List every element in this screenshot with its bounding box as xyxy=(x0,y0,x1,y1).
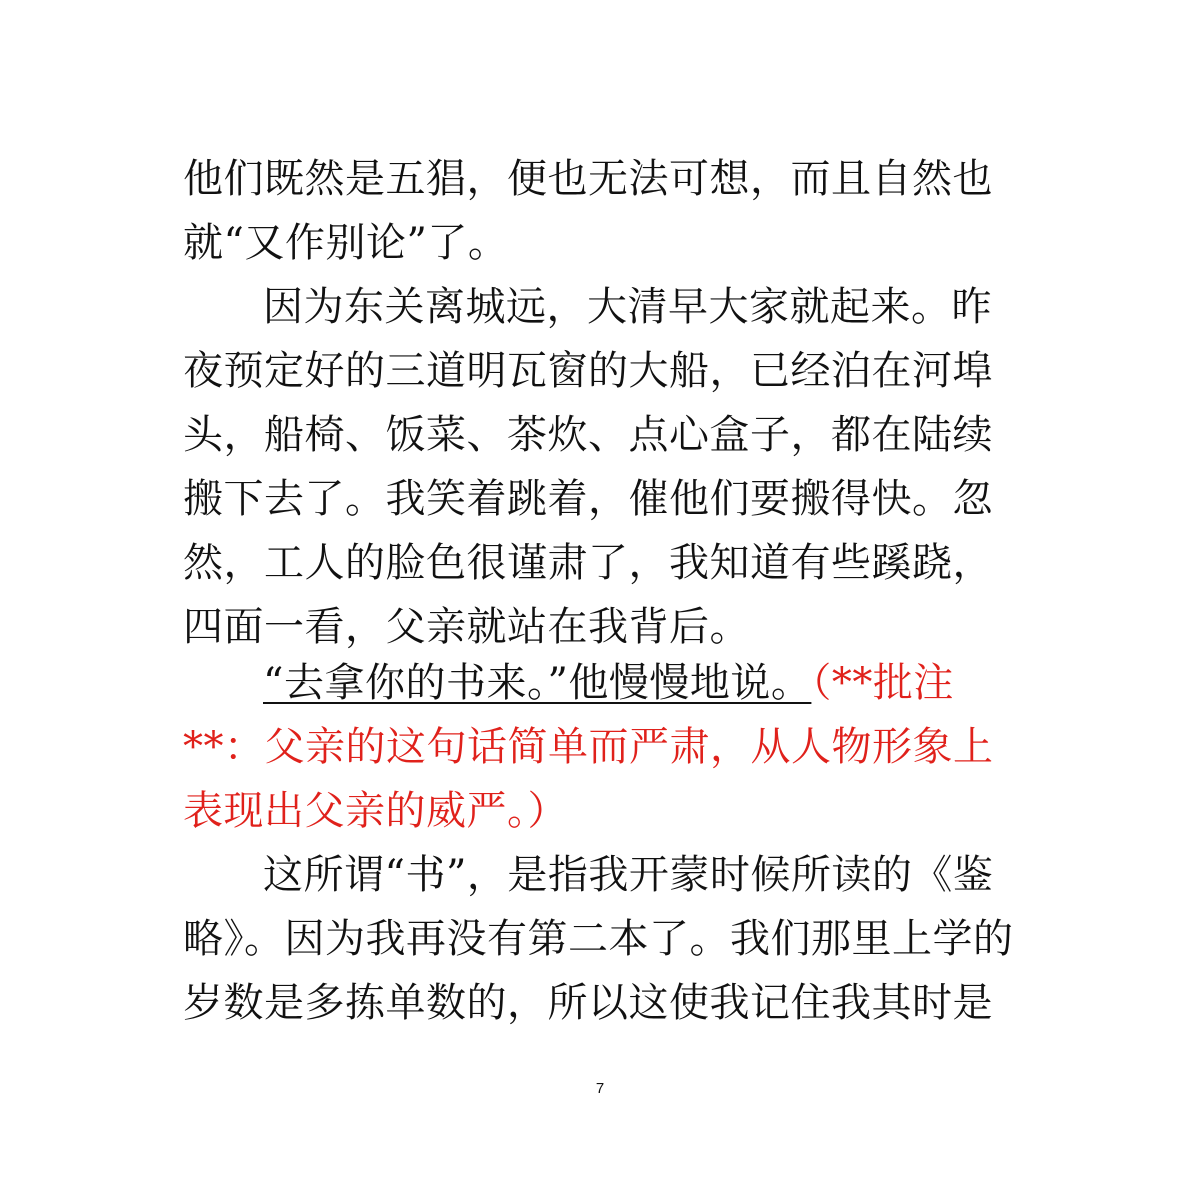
quote-line xyxy=(263,659,954,707)
paragraph-line: 就“又作别论”了。 xyxy=(183,220,509,266)
paragraph-line: 略》。因为我再没有第二本了。我们那里上学的 xyxy=(183,916,1014,962)
paragraph-line: 他们既然是五猖，便也无法可想，而且自然也 xyxy=(183,156,993,202)
paragraph-line: 搬下去了。我笑着跳着，催他们要搬得快。忽 xyxy=(183,476,993,522)
annotation-line: 表现出父亲的威严。） xyxy=(183,788,568,834)
paragraph-line: 夜预定好的三道明瓦窗的大船，已经泊在河埠 xyxy=(183,348,993,394)
underlined-quote: “去拿你的书来。”他慢慢地说。 xyxy=(263,660,812,706)
paragraph-line: 头，船椅、饭菜、茶炊、点心盒子，都在陆续 xyxy=(183,412,993,458)
page-number: 7 xyxy=(595,1080,605,1097)
paragraph-line: 岁数是多拣单数的，所以这使我记住我其时是 xyxy=(183,980,993,1026)
paragraph-line: 四面一看，父亲就站在我背后。 xyxy=(183,604,750,650)
paragraph-line: 这所谓“书”，是指我开蒙时候所读的《鉴 xyxy=(263,852,994,898)
paragraph-line: 因为东关离城远，大清早大家就起来。昨 xyxy=(263,284,992,330)
paragraph-line: 然，工人的脸色很谨肃了，我知道有些蹊跷， xyxy=(183,540,993,586)
annotation-start: （**批注 xyxy=(811,660,954,706)
annotation-line: **：父亲的这句话简单而严肃，从人物形象上 xyxy=(183,724,994,770)
